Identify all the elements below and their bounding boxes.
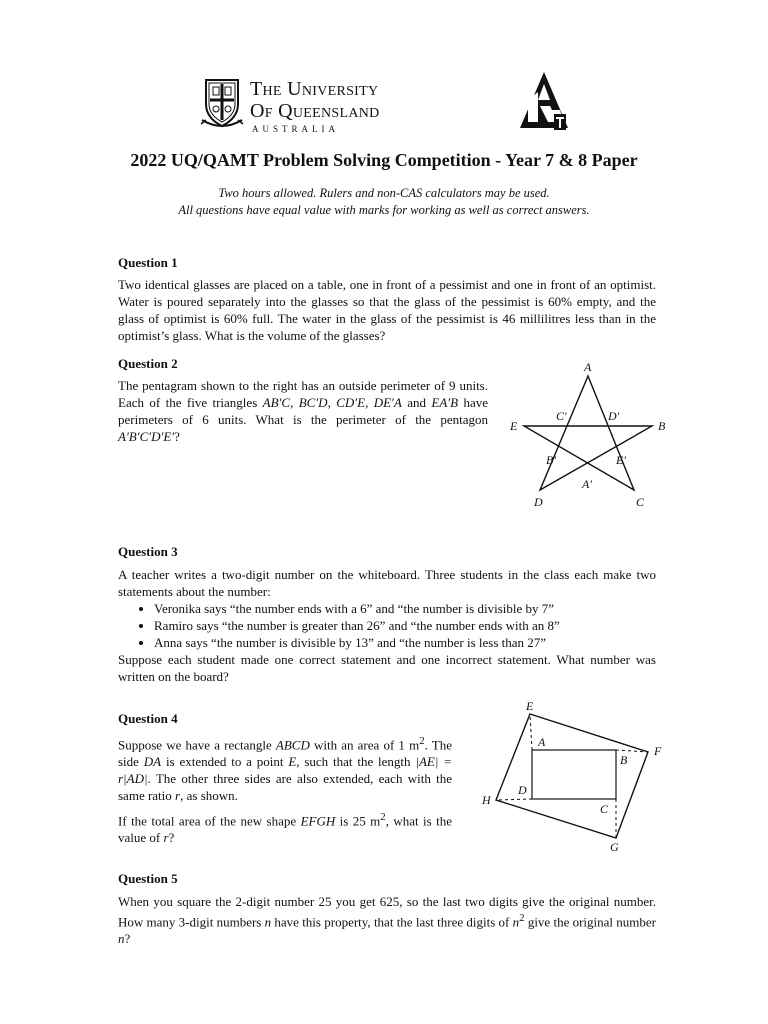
q4-text-part: is 25 m	[335, 813, 381, 829]
question-2-heading: Question 2	[118, 356, 178, 371]
statement-anna: • Anna says “the number is divisible by 13” and “the number is less than 27”	[154, 634, 656, 651]
instructions-line-1: Two hours allowed. Rulers and non-CAS calculators may be used.	[218, 186, 550, 200]
instructions-line-2: All questions have equal value with marks for working as well as correct answers.	[178, 203, 590, 217]
q4-text-part: Suppose we have a rectangle	[118, 737, 276, 753]
q4-text-part: is extended to a point	[161, 754, 289, 770]
q4-text-part: . The side	[118, 737, 452, 770]
q2-text-part: have perimeters of 6 units. What is the perimeter of the pentagon	[118, 395, 489, 427]
label-B: B	[658, 419, 666, 433]
extension-lines	[496, 714, 648, 838]
label-A: A	[584, 360, 592, 374]
paper-instructions	[0, 185, 768, 219]
label-F: F	[654, 744, 662, 758]
label-E: E	[510, 419, 518, 433]
q2-text-part: ,	[365, 395, 374, 410]
pentagram-lines	[524, 376, 652, 490]
label-D: D	[534, 495, 543, 509]
extended-rectangle-diagram	[478, 696, 678, 856]
q4-math: EFGH	[300, 813, 336, 829]
question-4-heading: Question 4	[118, 711, 178, 726]
label-E-prime: E′	[616, 453, 626, 467]
q2-math: BC′D	[298, 395, 328, 410]
label-B-prime: B′	[546, 453, 556, 467]
q4-text-part: If the total area of the new shape	[118, 813, 301, 829]
question-3-heading: Question 3	[118, 544, 178, 559]
q2-math: A′B′C′D′E′	[118, 429, 175, 444]
q4-math: E	[288, 754, 297, 770]
q5-text-part: give the original number	[524, 914, 657, 930]
q4-math: ABCD	[275, 737, 310, 753]
label-B: B	[620, 753, 628, 767]
q2-text-part: ?	[174, 429, 180, 444]
paper-title: 2022 UQ/QAMT Problem Solving Competition - Year 7 & 8 Paper	[130, 150, 638, 170]
statement-ramiro: • Ramiro says “the number is greater than 26” and “the number ends with an 8”	[154, 617, 656, 634]
label-C: C	[600, 802, 609, 816]
label-A-prime: A′	[582, 477, 592, 491]
rectangle-ABCD	[532, 750, 616, 799]
question-1-text: Two identical glasses are placed on a table, one in front of a pessimist and one in front of an optimist. Water is poured separately into the glasses so that the glass of the pessimist is 60% empty, and the glass of optimist is 60% full. The water in the glass of the pessimist is 46 millilitres less than in the optimist’s glass. What is the volume of the glasses?	[118, 277, 656, 343]
q4-text-part: with an area of 1 m	[309, 737, 420, 753]
q4-text-part: , as shown.	[180, 788, 238, 804]
question-3-body	[118, 566, 656, 685]
q4-text-part: , what is the value of	[118, 813, 452, 846]
quadrilateral-EFGH	[496, 714, 648, 838]
label-C-prime: C′	[556, 409, 567, 423]
uq-name-line3: AUSTRALIA	[252, 124, 339, 134]
label-C: C	[636, 495, 645, 509]
q4-superscript: 2	[380, 811, 386, 823]
q5-superscript: 2	[519, 912, 525, 924]
uq-name-line2: Of Queensland	[250, 100, 380, 122]
statement-veronika: • Veronika says “the number ends with a 6” and “the number is divisible by 7”	[154, 600, 656, 617]
q4-math: DA	[143, 754, 162, 770]
q5-text-part: When you square the 2-digit number 25 you get 625, so the last two digits give the original number. How many 3-digit numbers	[118, 894, 656, 930]
question-1-heading: Question 1	[118, 255, 178, 270]
q2-text-part: The pentagram shown to the right has an outside perimeter of 9 units. Each of the five triangles	[118, 378, 488, 410]
uq-crest-logo	[200, 74, 244, 130]
q2-math: AB′C	[262, 395, 291, 410]
label-D-prime: D′	[608, 409, 620, 423]
pentagram-diagram	[500, 358, 680, 514]
q5-math: n	[512, 914, 520, 930]
q2-text-part: and	[401, 395, 432, 410]
question-5-text	[118, 893, 656, 947]
question-3-statements	[118, 600, 656, 651]
question-4-question	[118, 809, 452, 846]
label-E: E	[526, 699, 534, 713]
uq-name-line1: The University	[250, 78, 379, 100]
question-5-heading: Question 5	[118, 871, 178, 886]
q4-text-part: . The other three sides are also extended, each with the same ratio	[118, 771, 452, 804]
q5-math: n	[118, 931, 125, 947]
q2-text-part: ,	[290, 395, 299, 410]
q5-text-part: ?	[124, 931, 131, 947]
question-3-closing: Suppose each student made one correct statement and one incorrect statement. What number was written on the board?	[118, 652, 656, 684]
qamt-logo	[518, 70, 570, 132]
q2-math: CD′E	[336, 395, 366, 410]
q4-text-part: , such that the length	[296, 754, 416, 770]
label-H: H	[482, 793, 491, 807]
q5-text-part: have this property, that the last three digits of	[271, 914, 513, 930]
label-A: A	[538, 735, 546, 749]
question-3-intro: A teacher writes a two-digit number on the whiteboard. Three students in the class each make two statements about the number:	[118, 567, 656, 599]
question-4-text	[118, 733, 452, 804]
q5-math: n	[264, 914, 272, 930]
uq-wordmark	[250, 78, 380, 134]
q4-math: |AE| = r|AD|	[118, 754, 453, 787]
q4-math: r	[175, 788, 181, 804]
q4-text-part: ?	[168, 830, 175, 846]
q2-text-part: ,	[327, 395, 337, 410]
q2-math: EA′B	[431, 395, 459, 410]
question-2-text	[118, 377, 488, 445]
label-D: D	[518, 783, 527, 797]
q2-math: DE′A	[373, 395, 402, 410]
label-G: G	[610, 840, 619, 854]
q4-superscript: 2	[419, 735, 425, 747]
q4-math: r	[163, 830, 169, 846]
